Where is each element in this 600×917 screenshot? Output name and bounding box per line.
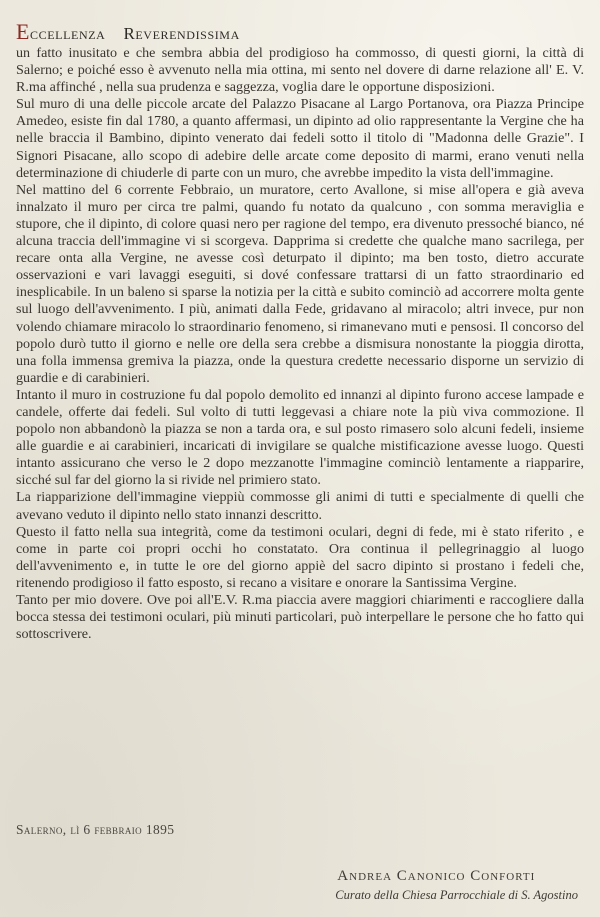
salutation-word-2: Reverendissima	[123, 24, 240, 43]
dateline: Salerno, lì 6 febbraio 1895	[16, 822, 175, 837]
paragraph-6: Questo il fatto nella sua integrità, come da testimoni oculari, degni di fede, mi è stato riferito , e come in parte coi propri occhi ho constatato. Ora continua il pellegrinaggio al luogo dell'avvenimento e, in tutte le ore del giorno appiè del sacro dipinto si prostano i fedeli che, ritenendo prodigioso il fatto esposto, si recano a visitare e onorare la Santissima Vergine.	[16, 523, 584, 591]
initial-capital: E	[16, 19, 31, 44]
paragraph-3: Nel mattino del 6 corrente Febbraio, un muratore, certo Avallone, si mise all'opera e già aveva innalzato il muro per circa tre palmi, quando fu notato da qualcuno , con somma meraviglia e stupore, che il dipinto, di colore quasi nero per ragione del tempo, era divenuto pressoché bianco, né alcuna traccia dell'immagine vi si scorgeva. Dapprima si credette che qualche mano sacrilega, per recare onta alla Vergine, ne avesse così deturpato il dipinto; ma ben tosto, dietro accurate osservazioni e vari lavaggi eseguiti, si dové confessare trattarsi di un fatto straordinario ed inesplicabile. In un baleno si sparse la notizia per la città e subito cominciò ad accorrere molta gente sul luogo dell'avvenimento. I più, animati dalla Fede, gridavano al miracolo; altri invece, pur non volendo chiamare miracolo lo straordinario fenomeno, si rimanevano muti e pensosi. Il concorso del popolo durò tutto il giorno e nelle ore della sera crebbe a dismisura nonostante la pioggia dirotta, una folla immensa gremiva la piazza, onde la questura credette necessario disporne un servizio di guardie e di carabinieri.	[16, 181, 584, 386]
salutation-heading	[16, 19, 584, 45]
letter-body	[16, 45, 584, 643]
paragraph-7: Tanto per mio dovere. Ove poi all'E.V. R.ma piaccia avere maggiori chiarimenti e raccogliere dalla bocca stessa dei testimoni oculari, più minuti particolari, può interpellare le persone che ho fatto qui sottoscrivere.	[16, 592, 584, 643]
paragraph-5: La riapparizione dell'immagine vieppiù commosse gli animi di tutti e specialmente di quelli che avevano veduto il dipinto nello stato innanzi descritto.	[16, 489, 584, 523]
signature-role: Curato della Chiesa Parrocchiale di S. Agostino	[335, 888, 578, 902]
paragraph-4: Intanto il muro in costruzione fu dal popolo demolito ed innanzi al dipinto furono accese lampade e candele, offerte dai fedeli. Sul volto di tutti leggevasi a chiare note la più viva commozione. Il popolo non abbandonò la piazza se non a tarda ora, e sul posto rimasero solo alcuni fedeli, insieme alle guardie e ai carabinieri, incaricati di invigilare se qualche mistificazione avesse luogo. Questi intanto assicurano che verso le 2 dopo mezzanotte l'immagine cominciò lentamente a riapparire, sicché sul far del giorno la si rivide nel primiero stato.	[16, 386, 584, 489]
paragraph-2: Sul muro di una delle piccole arcate del Palazzo Pisacane al Largo Portanova, ora Piazza Principe Amedeo, esiste fin dal 1780, a quanto affermasi, un dipinto ad olio rappresentante la Vergine che ha nelle braccia il Bambino, dipinto venerato dai fedeli sotto il titolo di "Madonna delle Grazie". I Signori Pisacane, allo scopo di adebire delle arcate come deposito di marmi, erano venuti nella determinazione di chiuderle di parte con un muro, che avrebbe impedito la vista dell'immagine.	[16, 96, 584, 181]
signature-block	[335, 868, 578, 903]
salutation-word-1: ccellenza	[30, 24, 106, 43]
signature-name: Andrea Canonico Conforti	[337, 868, 536, 884]
paragraph-1: un fatto inusitato e che sembra abbia del prodigioso ha commosso, di questi giorni, la città di Salerno; e poiché esso è avvenuto nella mia ottina, mi sento nel dovere di darne relazione all' E. V. R.ma affinché , nella sua prudenza e saggezza, voglia dare le opportune disposizioni.	[16, 45, 584, 96]
